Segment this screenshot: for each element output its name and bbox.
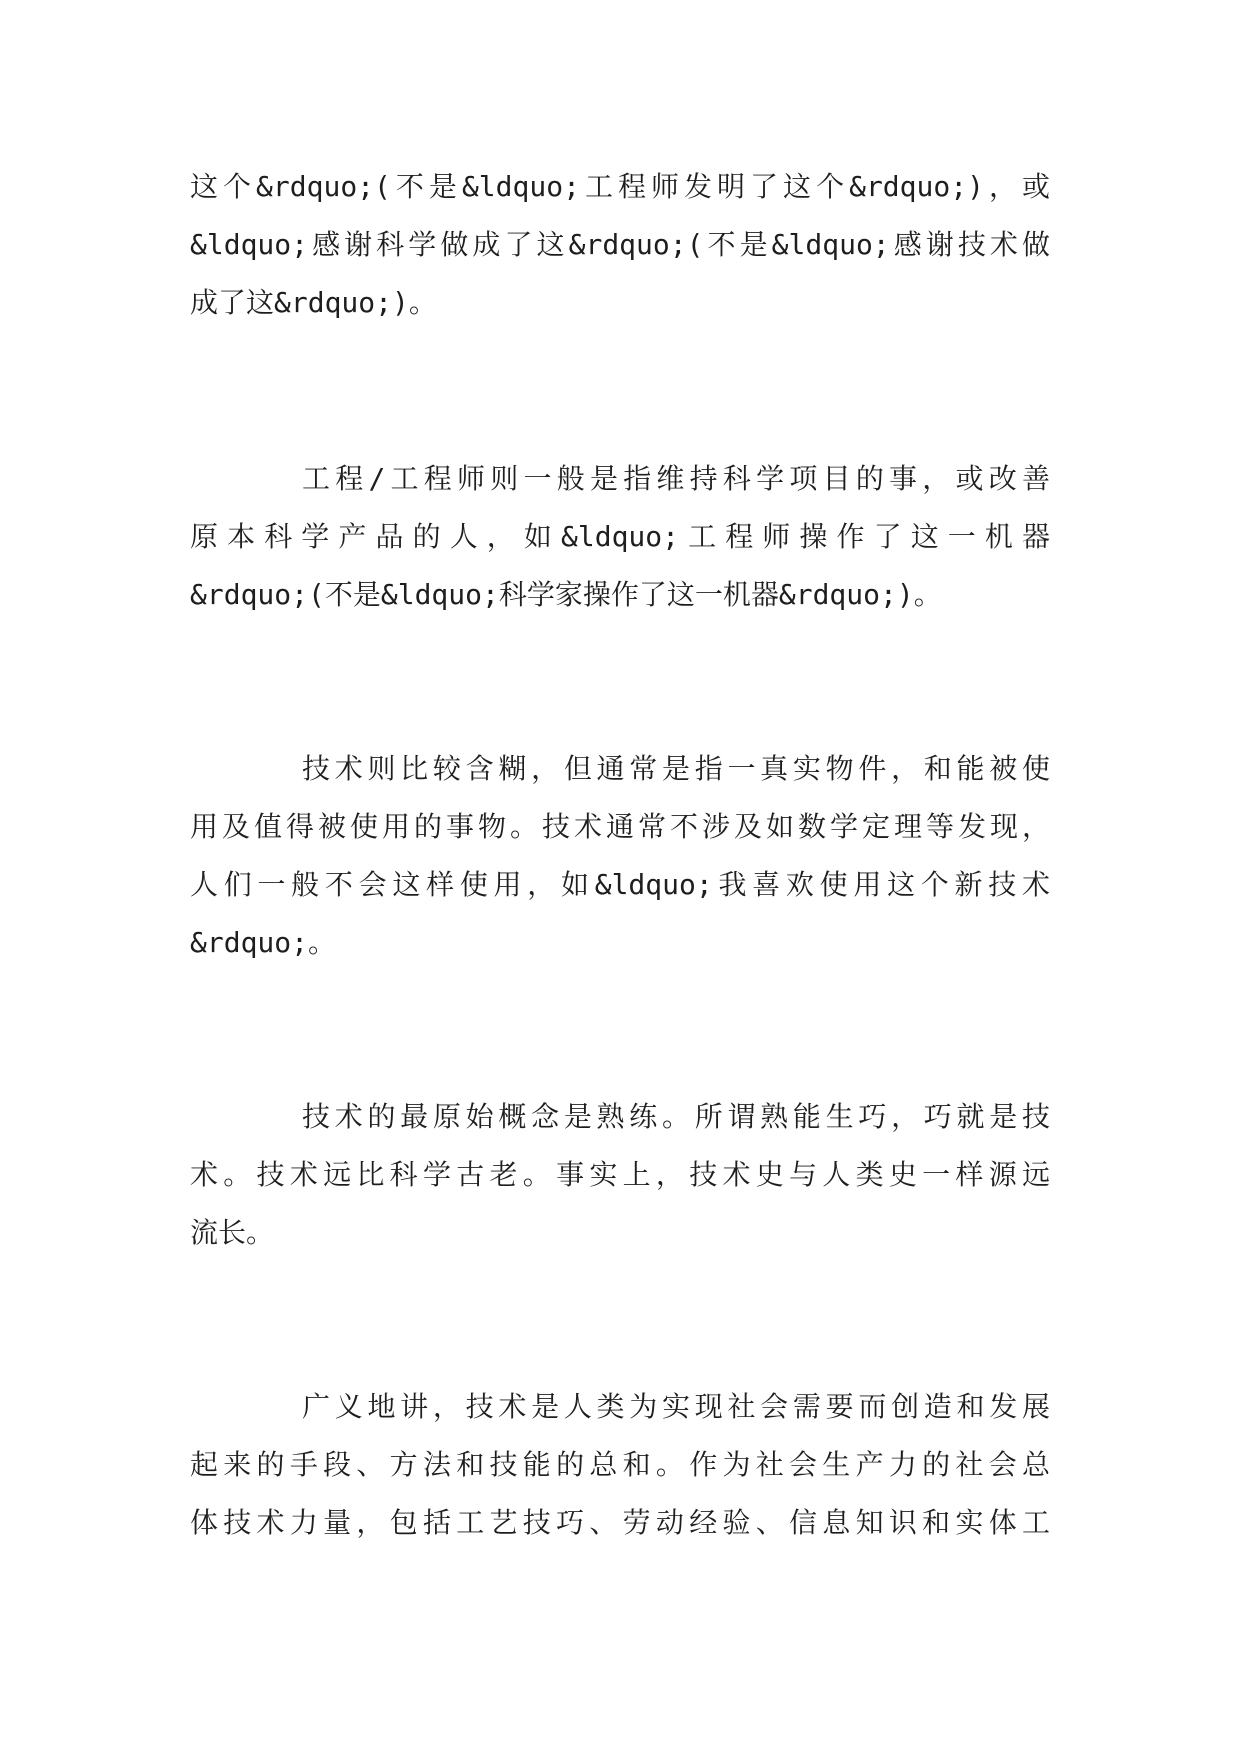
text-line: 起来的手段、方法和技能的总和。作为社会生产力的社会总 xyxy=(190,1448,1050,1481)
text-line: 广义地讲，技术是人类为实现社会需要而创造和发展 xyxy=(302,1390,1050,1423)
paragraph-1 xyxy=(190,158,1050,332)
text-line: &rdquo;。 xyxy=(190,926,337,959)
text-line: 这个&rdquo;(不是&ldquo;工程师发明了这个&rdquo;)，或 xyxy=(190,170,1050,203)
text-line: 人们一般不会这样使用，如&ldquo;我喜欢使用这个新技术 xyxy=(190,868,1050,901)
text-line: 成了这&rdquo;)。 xyxy=(190,286,437,319)
text-line: 原本科学产品的人，如&ldquo;工程师操作了这一机器 xyxy=(190,520,1050,553)
text-line: &rdquo;(不是&ldquo;科学家操作了这一机器&rdquo;)。 xyxy=(190,578,942,611)
text-line: 流长。 xyxy=(190,1216,275,1249)
text-line: 技术则比较含糊，但通常是指一真实物件，和能被使 xyxy=(302,752,1050,785)
paragraph-2 xyxy=(190,450,1050,624)
text-line: &ldquo;感谢科学做成了这&rdquo;(不是&ldquo;感谢技术做 xyxy=(190,228,1050,261)
text-line: 术。技术远比科学古老。事实上，技术史与人类史一样源远 xyxy=(190,1158,1050,1191)
paragraph-4 xyxy=(190,1088,1050,1262)
paragraph-3 xyxy=(190,740,1050,972)
paragraph-5 xyxy=(190,1378,1050,1552)
text-line: 用及值得被使用的事物。技术通常不涉及如数学定理等发现， xyxy=(190,810,1050,843)
text-line: 体技术力量，包括工艺技巧、劳动经验、信息知识和实体工 xyxy=(190,1506,1050,1539)
text-line: 工程/工程师则一般是指维持科学项目的事，或改善 xyxy=(302,462,1050,495)
text-line: 技术的最原始概念是熟练。所谓熟能生巧，巧就是技 xyxy=(302,1100,1050,1133)
